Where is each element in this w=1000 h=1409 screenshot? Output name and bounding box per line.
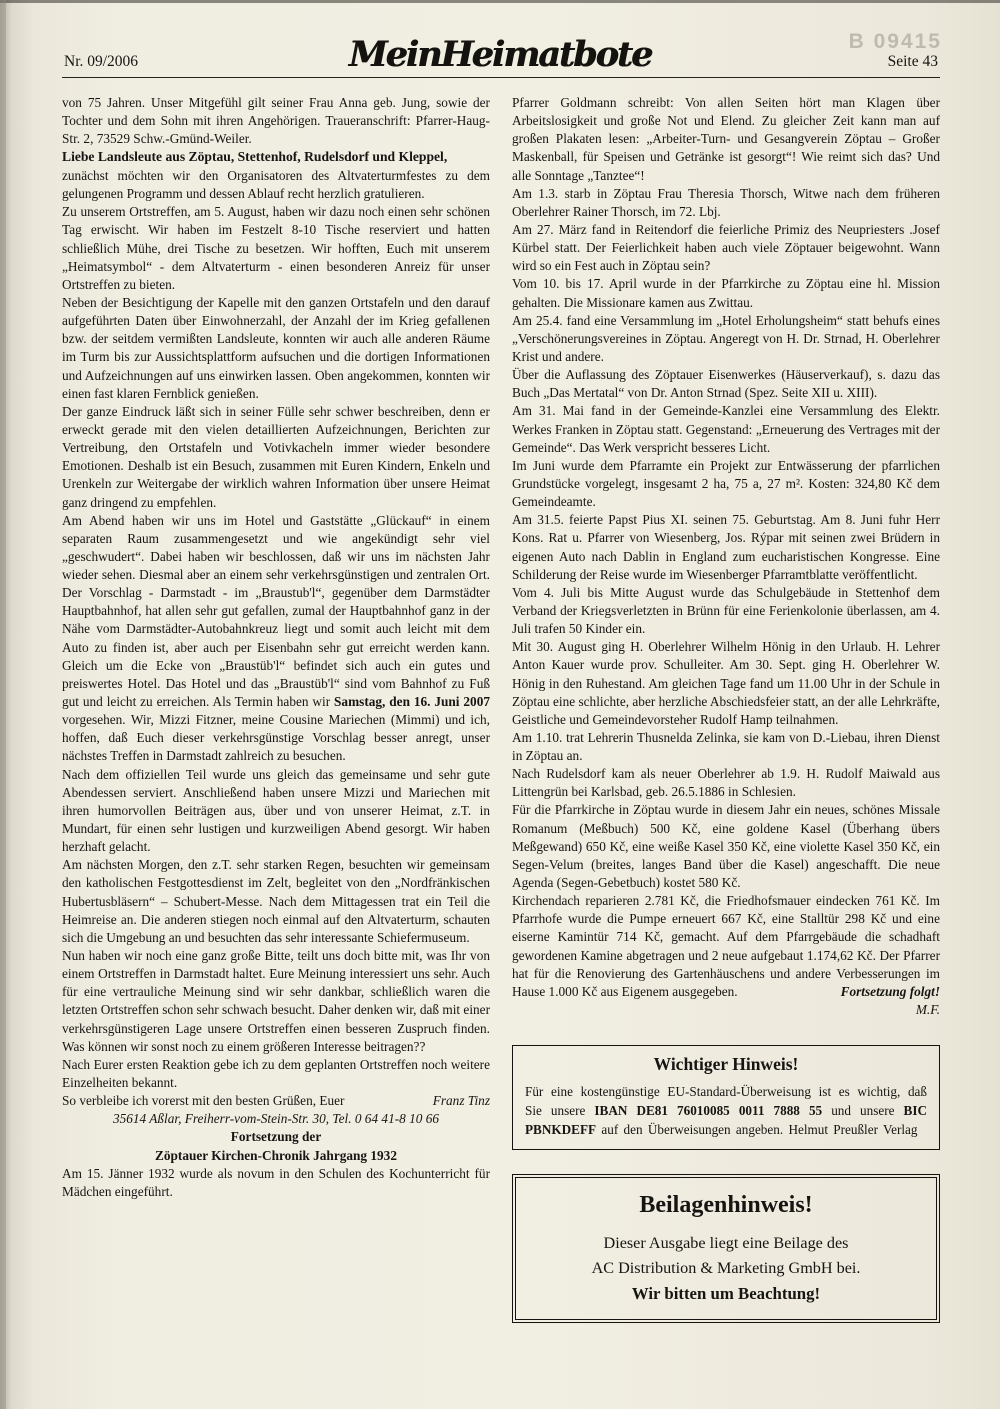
right-column <box>512 94 940 1323</box>
continuation-heading-line1: Fortsetzung der <box>230 1129 322 1145</box>
continuation-note: Fortsetzung folgt! <box>840 983 940 999</box>
continuation-heading-line2: Zöptauer Kirchen-Chronik Jahrgang 1932 <box>155 1147 397 1163</box>
issue-number: Nr. 09/2006 <box>64 53 139 70</box>
paragraph: Für die Pfarrkirche in Zöptau wurde in diesem Jahr ein neues, schönes Missale Romanum (Meßbuch) 500 Kč, eine goldene Kasel (Überhang übers Meßgewand) 650 Kč, eine weiße Kasel 350 Kč, eine violette Kasel 350 Kč, ein Segen-Velum (breites, langes Band über die Kasel) angeschafft. Die neue Agenda (Segen-Gebetbuch) kostet 580 Kč. <box>512 802 940 891</box>
publisher-name: Helmut Preußler Verlag <box>788 1122 918 1138</box>
paragraph: Über die Auflassung des Zöptauer Eisenwerkes (Häuserverkauf), s. dazu das Buch „Das Mertatal“ von Dr. Anton Strnad (Spez. Seite XII u. XIII). <box>512 367 940 401</box>
paragraph: Der ganze Eindruck läßt sich in seiner Fülle sehr schwer beschreiben, denn er erweckt gerade mit den vielen detaillierten Aufzeichnungen, Berichten zur Vertreibung, den Ortstafeln und Votivkacheln immer wieder besondere Emotionen. Deshalb ist ein Besuch, zusammen mit Euren Kindern, Enkeln und Urenkeln zur Weitergabe der wirklich wahren Information über unsere Heimat ganz dringend zu empfehlen. <box>62 403 490 510</box>
meeting-date-emphasis: Samstag, den 16. Juni 2007 <box>334 694 490 710</box>
paragraph: Nach Eurer ersten Reaktion gebe ich zu dem geplanten Ortstreffen noch weitere Einzelheiten bekannt. <box>62 1056 490 1090</box>
text-run: Kirchendach reparieren 2.781 Kč, die Friedhofsmauer eindecken 761 Kč. Im Pfarrhofe wurde die Pumpe erneuert 667 Kč, eine Stalltür 298 Kč und eine eiserne Kamintür 714 Kč, gemacht. Auf dem Pfarrgebäude die schadhaft gewordenen Kamine abgetragen und 2 neue aufgebaut 1.174,62 Kč. Der Pfarrer hat für die Renovierung des Gartenhäuschens und andere Verbesserungen im Hause 1.000 Kč aus Eigenem ausgegeben. <box>512 893 940 999</box>
iban-value: IBAN DE81 76010085 0011 7888 55 <box>594 1103 823 1119</box>
left-column <box>62 94 490 1201</box>
text-run: und unsere <box>822 1103 904 1119</box>
paragraph: Am 1.3. starb in Zöptau Frau Theresia Thorsch, Witwe nach dem früheren Oberlehrer Rainer Thorsch, im 72. Lbj. <box>512 185 940 219</box>
masthead-title: MeinHeimatbote <box>348 34 652 75</box>
signature-address: 35614 Aßlar, Freiherr-vom-Stein-Str. 30, Tel. 0 64 41-8 10 66 <box>112 1111 440 1127</box>
scan-edge-top <box>0 0 1000 3</box>
important-notice-box <box>512 1045 940 1150</box>
paragraph: von 75 Jahren. Unser Mitgefühl gilt seiner Frau Anna geb. Jung, sowie der Tochter und dem Sohn mit ihren Angehörigen. Traueranschrift: Pfarrer-Haug-Str. 2, 73529 Schw.-Gmünd-Weiler. <box>62 95 490 147</box>
scan-edge-left <box>0 0 6 1409</box>
author-initials: M.F. <box>915 1002 940 1018</box>
text-run: Am Abend haben wir uns im Hotel und Gaststätte „Glückauf“ in einem separaten Raum zusammengesetzt und wie angekündigt sehr viel „geschwudert“. Dabei haben wir beschlossen, daß wir uns im nächsten Jahr wieder sehen. Diesmal aber an einem sehr verkehrsgünstigen und zentralen Ort. Der Vorschlag - Darmstadt - im „Braustub'l“, gegenüber dem Darmstädter Hauptbahnhof, hat allen sehr gut gefallen, zumal der Hauptbahnhof ganz in der Nähe vom Darmstädter-Autobahnkreuz liegt und somit auch leicht mit dem Auto zu finden ist, aber auch per Eisenbahn sehr gut erreicht werden kann. Gleich um die Ecke von „Braustüb'l“ befindet sich auch ein gutes und preiswertes Hotel. Das Hotel und das „Braustüb'l“ sind vom Bahnhof zu Fuß gut und leicht zu erreichen. Als Termin haben wir <box>62 512 490 710</box>
header-divider <box>62 77 940 78</box>
insert-notice-line: Dieser Ausgabe liegt eine Beilage des <box>603 1234 849 1253</box>
paragraph: Vom 4. Juli bis Mitte August wurde das Schulgebäude in Stettenhof dem Verband der Kriegsverletzten in Brünn für eine Ferienkolonie überlassen, am 4. Juli trafen 50 Kinder ein. <box>512 584 940 637</box>
paragraph: Nach Rudelsdorf kam als neuer Oberlehrer ab 1.9. H. Rudolf Maiwald aus Littengrün bei Karlsbad, geb. 26.5.1886 in Schlesien. <box>512 766 940 800</box>
paragraph: Nun haben wir noch eine ganz große Bitte, teilt uns doch bitte mit, was Ihr von einem Ortstreffen in Darmstadt haltet. Eure Meinung interessiert uns sehr. Auch für eine vertrauliche Meinung sind wir sehr dankbar, schließlich waren die letzten Ortstreffen schon sehr schwach besucht. Daher denken wir, daß mit einer verkehrsgünstigeren Lage unsere Ortstreffen einen besseren Zuspruch finden. Was können wir sonst noch zu einem größeren Interesse beitragen?? <box>62 948 490 1054</box>
bic-value: BIC PBNKDEFF <box>525 1103 927 1138</box>
paragraph: Am nächsten Morgen, den z.T. sehr starken Regen, besuchten wir gemeinsam den katholischen Festgottesdienst im Zelt, begleitet von den „Nordfränkischen Hubertusbläsern“ – Schubert-Messe. Nach dem Mittagessen trat ein Teil die Heimreise an. Die anderen stiegen noch einmal auf den Altvaterturm, schauten sich die Umgebung an und besuchten das sehr interessante Schiefermuseum. <box>62 857 490 945</box>
paragraph: Zu unserem Ortstreffen, am 5. August, haben wir dazu noch einen sehr schönen Tag erwischt. Wir haben im Festzelt 8-10 Tische reserviert und hatten schließlich Mühe, drei Tische zu besetzen. Wir hofften, Euch mit unserem „Heimatsymbol“ - dem Altvaterturm - einen besonderen Anreiz für unser Ortstreffen zu bieten. <box>62 204 490 292</box>
paragraph: Am 1.10. trat Lehrerin Thusnelda Zelinka, sie kam von D.-Liebau, ihren Dienst in Zöptau an. <box>512 729 940 764</box>
paragraph: Mit 30. August ging H. Oberlehrer Wilhelm Hönig in den Urlaub. H. Lehrer Anton Kauer wurde prov. Schulleiter. Am 30. Sept. ging H. Oberlehrer W. Hönig in den Ruhestand. Am gleichen Tage fand um 11.00 Uhr in der Schule in Zöptau eine schlichte, aber herzliche Abschiedsfeier statt, an der alle Lehrkräfte, Geistliche und Gemeindevorsteher Rudolf Hamp teilnahmen. <box>512 639 940 727</box>
paragraph: Vom 10. bis 17. April wurde in der Pfarrkirche zu Zöptau eine hl. Mission gehalten. Die Missionare kamen aus Zwittau. <box>512 276 940 310</box>
insert-notice-line: AC Distribution & Marketing GmbH bei. <box>591 1258 861 1277</box>
closing-text: So verbleibe ich vorerst mit den besten Grüßen, Euer <box>62 1093 345 1109</box>
paragraph: Am 15. Jänner 1932 wurde als novum in den Schulen des Kochunterricht für Mädchen eingeführt. <box>62 1165 490 1199</box>
paragraph: zunächst möchten wir den Organisatoren des Altvaterturmfestes zu dem gelungenen Programm und dessen Ablauf recht herzlich gratulieren. <box>62 167 490 202</box>
signature-line <box>62 1092 490 1110</box>
paragraph: Pfarrer Goldmann schreibt: Von allen Seiten hört man Klagen über Arbeitslosigkeit und große Not und Elend. Zu gleicher Zeit kann man auf großen Plakaten lesen: „Arbeiter-Turn- und Gesangverein Zöptau – Großer Maskenball, für Speisen und Getränke ist gesorgt“! Wie reimt sich das? Und alle Sonntage „Tanztee“! <box>512 95 940 183</box>
paragraph: Nach dem offiziellen Teil wurde uns gleich das gemeinsame und sehr gute Abendessen serviert. Anschließend haben unsere Mizzi und Mariechen mit ihren humorvollen Beiträgen aus, über und von unserer Heimat, z.T. in Mundart, für einen sehr lustigen und kurzweiligen Abend gesorgt. Wir haben herzhaft gelacht. <box>62 766 490 855</box>
text-run: Für eine kostengünstige EU-Standard-Überweisung ist es wichtig, daß Sie unsere <box>525 1084 927 1119</box>
paragraph: Im Juni wurde dem Pfarramte ein Projekt zur Entwässerung der pfarrlichen Grundstücke vorgelegt, insgesamt 2 ha, 75 a, 27 m². Kosten: 324,80 Kč dem Gemeindeamte. <box>512 457 940 510</box>
paragraph <box>62 512 490 766</box>
paragraph: Am 25.4. fand eine Versammlung im „Hotel Erholungsheim“ statt behufs eines „Verschönerungsvereines in Zöptau. Angeregt von H. Dr. Strnad, H. Oberlehrer Krist und andere. <box>512 312 940 364</box>
paragraph: Am 27. März fand in Reitendorf die feierliche Primiz des Neupriesters .Josef Kürbel statt. Der Feierlichkeit haben auch viele Zöptauer beigewohnt. Wann wird so ein Fest auch in Zöptau sein? <box>512 221 940 274</box>
insert-notice-title: Beilagenhinweis! <box>639 1192 813 1219</box>
section-heading: Liebe Landsleute aus Zöptau, Stettenhof, Rudelsdorf und Kleppel, <box>62 149 448 165</box>
page-number: Seite 43 <box>887 53 938 70</box>
text-run: vorgesehen. Wir, Mizzi Fitzner, meine Cousine Mariechen (Mimmi) und ich, hoffen, daß Euch dieser verkehrsgünstige Vorschlag besser anregt, unser nächstes Treffen in Darmstadt zahlreich zu besuchen. <box>62 712 490 764</box>
signature-name: Franz Tinz <box>432 1093 490 1109</box>
notice-body <box>525 1082 927 1139</box>
paragraph: Am 31.5. feierte Papst Pius XI. seinen 75. Geburtstag. Am 8. Juni fuhr Herr Kons. Rat u. Pfarrer von Wiesenberg, Jos. Rýpar mit seinen zwei Brüdern in eigenen Auto nach Dablin in England zum eucharistischen Kongresse. Eine Schilderung der Reise wurde im Wiesenberger Pfarramtblatte veröffentlicht. <box>512 512 940 582</box>
paragraph: Am 31. Mai fand in der Gemeinde-Kanzlei eine Versammlung des Elektr. Werkes Franken in Zöptau statt. Gegenstand: „Erneuerung des Vertrages mit der Gemeinde“. Das Werk verspricht besseres Licht. <box>512 403 940 455</box>
insert-notice-emphasis: Wir bitten um Beachtung! <box>631 1283 821 1303</box>
paragraph <box>512 892 940 1001</box>
paragraph: Neben der Besichtigung der Kapelle mit den ganzen Ortstafeln und den darauf aufgeführten Daten über Einwohnerzahl, der Anzahl der im Krieg gefallenen bzw. der seitdem vermißten Landsleute, konnten wir auch alle anderen Räume im Turm bis zur Aussichtsplattform aufsuchen und die dortigen Informationen und Aufzeichnungen auf uns einwirken lassen. Oben angekommen, konnten wir einen fast klaren Fernblick genießen. <box>62 294 490 401</box>
notice-title: Wichtiger Hinweis! <box>653 1054 799 1075</box>
postal-registration-mark: B 09415 <box>848 30 942 53</box>
text-run: auf den Überweisungen angeben. <box>596 1122 789 1138</box>
insert-notice-box <box>512 1174 940 1322</box>
